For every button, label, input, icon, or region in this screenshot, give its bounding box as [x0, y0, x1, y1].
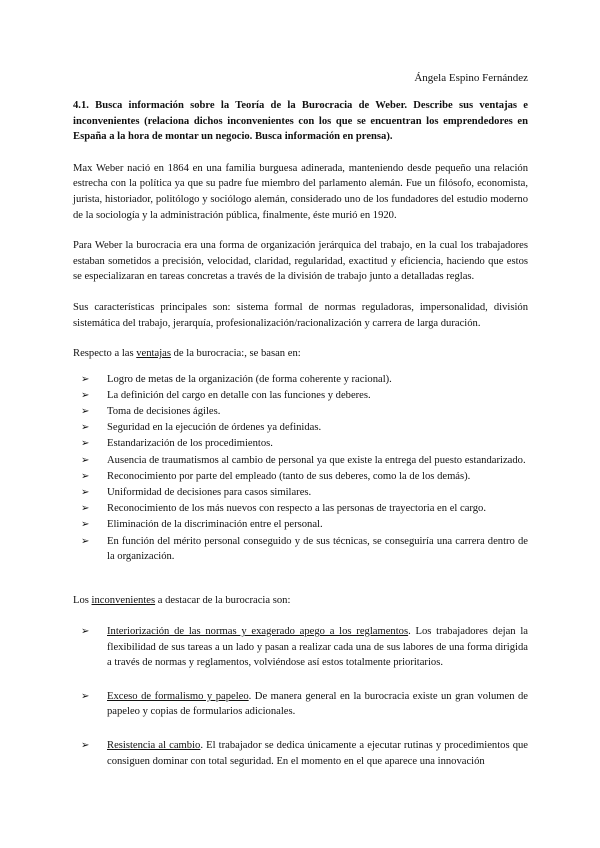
arrow-bullet-icon: ➢ — [81, 438, 90, 450]
list-item-text: En función del mérito personal conseguido y de sus técnicas, se conseguiría una carrera dentro de la organización. — [107, 535, 528, 563]
list-item — [73, 453, 528, 469]
arrow-bullet-icon: ➢ — [81, 454, 90, 466]
arrow-bullet-icon: ➢ — [81, 739, 90, 751]
paragraph-bureaucracy-definition: Para Weber la burocracia era una forma de organización jerárquica del trabajo, en la cual los trabajadores estaban sometidos a precisión, velocidad, claridad, regularidad, exactitud y eficiencia, haciendo que estos se especializaran en tareas concretas a través de la división de trabajo junto a detalladas reglas. — [73, 240, 528, 283]
paragraph-characteristics: Sus características principales son: sistema formal de normas reguladoras, impersonalidad, división sistemática del trabajo, jerarquía, profesionalización/racionalización y carrera de larga duración. — [73, 301, 528, 329]
list-item — [73, 388, 528, 404]
list-item-text: Seguridad en la ejecución de órdenes ya definidas. — [107, 422, 322, 434]
arrow-bullet-icon: ➢ — [81, 503, 90, 515]
list-item — [73, 738, 528, 769]
arrow-bullet-icon: ➢ — [81, 487, 90, 499]
list-item-text: Eliminación de la discriminación entre el personal. — [107, 519, 323, 531]
arrow-bullet-icon: ➢ — [81, 690, 90, 702]
inconvenientes-underlined: inconvenientes — [91, 595, 156, 607]
arrow-bullet-icon: ➢ — [81, 470, 90, 482]
arrow-bullet-icon: ➢ — [81, 406, 90, 418]
list-item — [73, 485, 528, 501]
list-item — [73, 624, 528, 671]
inconveniente-title: Resistencia al cambio — [107, 739, 201, 751]
ventajas-list — [73, 372, 528, 565]
ventajas-intro-before: Respecto a las — [73, 348, 137, 360]
list-item — [73, 501, 528, 517]
inconvenientes-intro-after: a destacar de la burocracia son: — [155, 595, 291, 607]
list-item — [73, 372, 528, 388]
arrow-bullet-icon: ➢ — [81, 625, 90, 637]
spacer — [73, 565, 528, 593]
list-item-text: Uniformidad de decisiones para casos similares. — [107, 487, 312, 499]
list-item-text: Reconocimiento por parte del empleado (tanto de sus deberes, como la de los demás). — [107, 470, 471, 482]
inconvenientes-intro — [73, 593, 528, 609]
inconveniente-title: Exceso de formalismo y papeleo — [107, 690, 249, 702]
list-item-text: Ausencia de traumatismos al cambio de personal ya que existe la entrega del puesto estandarizado. — [107, 454, 526, 466]
inconveniente-title: Interiorización de las normas y exagerado apego a los reglamentos — [107, 625, 409, 637]
list-item-text: Toma de decisiones ágiles. — [107, 406, 221, 418]
arrow-bullet-icon: ➢ — [81, 389, 90, 401]
inconvenientes-intro-before: Los — [73, 595, 92, 607]
list-item-text: Reconocimiento de los más nuevos con respecto a las personas de trayectoria en el cargo. — [107, 503, 486, 515]
inconveniente-text: . Los trabajadores dejan la flexibilidad de sus tareas a un lado y pasan a realizar cada una de sus labores de una forma dirigida a través de normas y reglamentos, volviéndose así estos totalmente prioritarios. — [107, 625, 528, 669]
list-item — [73, 404, 528, 420]
list-item — [73, 420, 528, 436]
arrow-bullet-icon: ➢ — [81, 373, 90, 385]
inconveniente-text: . De manera general en la burocracia existe un gran volumen de papeleo y copias de formularios adicionales. — [107, 690, 528, 718]
ventajas-intro-after: de la burocracia:, se basan en: — [170, 348, 301, 360]
list-item-text: Estandarización de los procedimientos. — [107, 438, 273, 450]
ventajas-underlined: ventajas — [136, 348, 171, 360]
list-item — [73, 534, 528, 565]
inconveniente-text: . El trabajador se dedica únicamente a ejecutar rutinas y procedimientos que consiguen dominar con total seguridad. En el momento en el que aparece una innovación — [107, 739, 529, 767]
list-item-text: La definición del cargo en detalle con las funciones y deberes. — [107, 389, 371, 401]
arrow-bullet-icon: ➢ — [81, 422, 90, 434]
inconvenientes-list — [73, 624, 528, 769]
list-item — [73, 469, 528, 485]
arrow-bullet-icon: ➢ — [81, 535, 90, 547]
arrow-bullet-icon: ➢ — [81, 519, 90, 531]
paragraph-weber-bio: Max Weber nació en 1864 en una familia burguesa adinerada, manteniendo desde pequeño una relación estrecha con la política ya que su padre fue miembro del parlamento alemán. Fue un filósofo, economista, jurista, historiador, politólogo y sociólogo alemán, considerado uno de los fundadores del estudio moderno de la sociología y la administración pública, finalmente, éste murió en 1920. — [73, 162, 528, 221]
list-item-text: Logro de metas de la organización (de forma coherente y racional). — [107, 373, 392, 385]
author-name: Ángela Espino Fernández — [414, 72, 528, 84]
list-item — [73, 689, 528, 720]
document-body — [73, 98, 528, 787]
list-item — [73, 517, 528, 533]
question-heading: 4.1. Busca información sobre la Teoría de la Burocracia de Weber. Describe sus ventajas e inconvenientes (relaciona dichos inconvenientes con los que se encuentran los emprendedores en España a la hora de montar un negocio. Busca información en prensa). — [73, 100, 528, 143]
ventajas-intro — [73, 346, 528, 362]
list-item — [73, 436, 528, 452]
